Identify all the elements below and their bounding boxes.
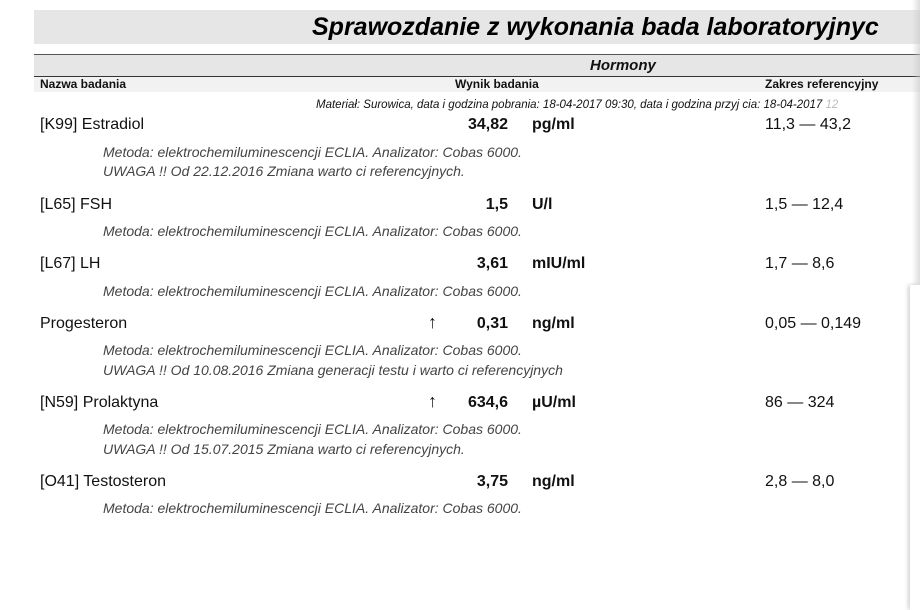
test-name: Progesteron	[40, 315, 128, 332]
test-name: [L65] FSH	[40, 196, 113, 213]
test-range: 2,8 — 8,0	[765, 473, 835, 490]
test-range: 0,05 — 0,149	[765, 315, 862, 332]
test-name: [K99] Estradiol	[40, 116, 145, 133]
test-value: 34,82	[467, 116, 508, 133]
test-value: 3,61	[476, 255, 508, 272]
report-title: Sprawozdanie z wykonania bada laboratoryjnyc	[312, 13, 879, 41]
section-title: Hormony	[590, 57, 656, 74]
test-unit: µU/ml	[532, 394, 576, 411]
material-text: Materiał: Surowica, data i godzina pobrania: 18-04-2017 09:30, data i godzina przyj cia: 18-04-2017	[316, 99, 826, 111]
test-value: 634,6	[467, 394, 508, 411]
test-name: [N59] Prolaktyna	[40, 394, 159, 411]
material-info	[316, 98, 838, 113]
test-unit: pg/ml	[532, 116, 575, 133]
test-range: 1,7 — 8,6	[765, 255, 835, 272]
test-range: 1,5 — 12,4	[765, 196, 844, 213]
section-bar	[34, 54, 920, 76]
test-unit: ng/ml	[532, 473, 575, 490]
test-unit: U/l	[532, 196, 553, 213]
test-name: [L67] LH	[40, 255, 101, 272]
test-note: Metoda: elektrochemiluminescencji ECLIA. Analizator: Cobas 6000.	[103, 342, 522, 358]
high-flag-arrow-icon: ↑	[428, 391, 437, 411]
page-edge-fold	[910, 285, 920, 610]
test-note: Metoda: elektrochemiluminescencji ECLIA. Analizator: Cobas 6000.	[103, 283, 522, 299]
test-name: [O41] Testosteron	[40, 473, 166, 490]
test-range: 86 — 324	[765, 394, 835, 411]
material-overflow: 12	[825, 99, 839, 111]
test-range: 11,3 — 43,2	[765, 116, 851, 133]
test-note: Metoda: elektrochemiluminescencji ECLIA. Analizator: Cobas 6000.	[103, 144, 522, 160]
test-unit: ng/ml	[532, 315, 575, 332]
test-unit: mIU/ml	[532, 255, 586, 272]
test-value: 1,5	[485, 196, 508, 213]
test-note: UWAGA !! Od 15.07.2015 Zmiana warto ci referencyjnych.	[103, 441, 465, 457]
test-note: Metoda: elektrochemiluminescencji ECLIA. Analizator: Cobas 6000.	[103, 421, 522, 437]
test-note: UWAGA !! Od 22.12.2016 Zmiana warto ci referencyjnych.	[103, 163, 465, 179]
column-header-result: Wynik badania	[455, 77, 539, 91]
high-flag-arrow-icon: ↑	[428, 312, 437, 332]
column-header-name: Nazwa badania	[40, 77, 127, 91]
test-value: 3,75	[476, 473, 508, 490]
test-note: Metoda: elektrochemiluminescencji ECLIA. Analizator: Cobas 6000.	[103, 223, 522, 239]
column-header-range: Zakres referencyjny	[765, 77, 879, 91]
test-note: UWAGA !! Od 10.08.2016 Zmiana generacji testu i warto ci referencyjnych	[103, 362, 563, 378]
test-value: 0,31	[476, 315, 508, 332]
test-note: Metoda: elektrochemiluminescencji ECLIA. Analizator: Cobas 6000.	[103, 500, 522, 516]
